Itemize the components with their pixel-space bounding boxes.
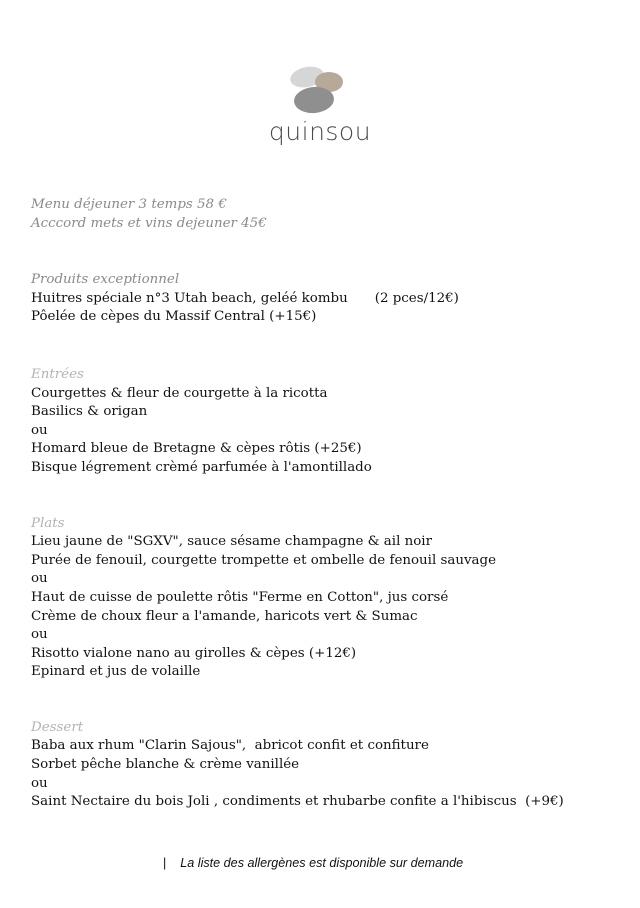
menu-item — [31, 290, 621, 309]
lunch-price: Menu déjeuner 3 temps 58 € — [31, 197, 227, 212]
restaurant-logo — [0, 60, 640, 146]
menu-line: Epinard et jus de volaille — [31, 664, 201, 680]
footer-separator: | — [163, 856, 167, 870]
menu-item-text: Huitres spéciale n°3 Utah beach, geléé kombu — [31, 290, 348, 306]
section-mains — [31, 515, 621, 682]
menu-line: ou — [31, 422, 48, 438]
section-starters — [31, 366, 621, 478]
section-heading: Plats — [31, 515, 65, 531]
menu-line: Haut de cuisse de poulette rôtis "Ferme en Cotton", jus corsé — [31, 589, 449, 605]
allergen-note — [163, 856, 463, 870]
wine-pairing-price: Acccord mets et vins dejeuner 45€ — [31, 215, 267, 231]
section-heading: Entrées — [31, 366, 84, 382]
menu-line: ou — [31, 571, 48, 587]
menu-item: Pôelée de cèpes du Massif Central (+15€) — [31, 309, 317, 325]
section-dessert — [31, 719, 621, 812]
stones-logo-icon — [280, 60, 360, 118]
menu-line: Risotto vialone nano au girolles & cèpes (+12€) — [31, 645, 357, 661]
allergen-note-text: La liste des allergènes est disponible sur demande — [180, 856, 464, 870]
menu-line: ou — [31, 775, 48, 791]
menu-line: Lieu jaune de "SGXV", sauce sésame champagne & ail noir — [31, 534, 432, 550]
brand-name: quinsou — [268, 117, 372, 146]
menu-pricing — [31, 196, 621, 233]
menu-line: Homard bleue de Bretagne & cèpes rôtis (+25€) — [31, 441, 362, 457]
menu-line: Baba aux rhum "Clarin Sajous", abricot confit et confiture — [31, 738, 429, 754]
menu-line: Bisque légrement crèmé parfumée à l'amontillado — [31, 459, 372, 475]
menu-page — [31, 196, 621, 812]
menu-line: Purée de fenouil, courgette trompette et ombelle de fenouil sauvage — [31, 552, 497, 568]
menu-item-extra: (2 pces/12€) — [374, 290, 459, 306]
menu-line: Saint Nectaire du bois Joli , condiments et rhubarbe confite a l'hibiscus (+9€) — [31, 794, 564, 810]
menu-line: ou — [31, 627, 48, 643]
section-heading: Dessert — [31, 719, 84, 735]
menu-line: Crème de choux fleur a l'amande, haricots vert & Sumac — [31, 608, 418, 624]
section-exceptional — [31, 271, 621, 327]
menu-line: Courgettes & fleur de courgette à la ricotta — [31, 385, 328, 401]
section-heading: Produits exceptionnel — [31, 272, 180, 288]
menu-line: Basilics & origan — [31, 404, 148, 420]
menu-line: Sorbet pêche blanche & crème vanillée — [31, 757, 300, 773]
